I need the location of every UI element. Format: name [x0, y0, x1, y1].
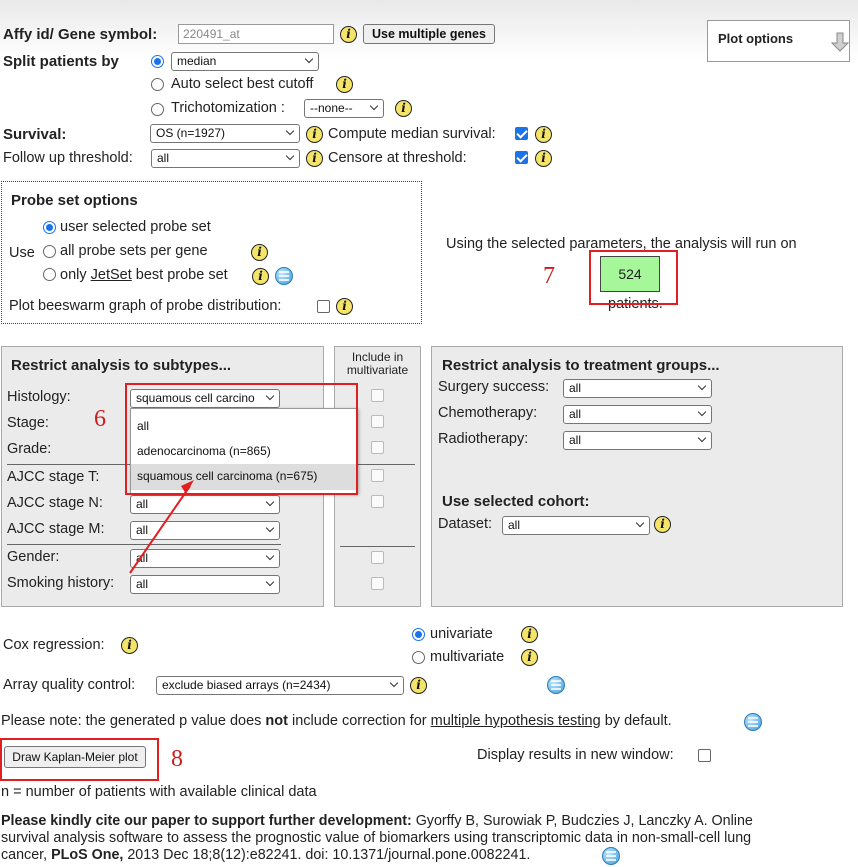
chevron-down-icon [266, 578, 274, 586]
citation-line1: Gyorffy B, Surowiak P, Budczies J, Lanczky A. Online [411, 813, 753, 829]
user-selected-radio[interactable] [43, 221, 56, 234]
citation-journal: PLoS One, [51, 847, 124, 863]
multiple-testing-link[interactable]: multiple hypothesis testing [430, 713, 601, 729]
all-probes-radio[interactable] [43, 245, 56, 258]
univariate-radio[interactable] [412, 628, 425, 641]
chemo-select[interactable] [563, 405, 712, 424]
subtypes-title: Restrict analysis to subtypes... [11, 357, 232, 374]
multivariate-header-line2: multivariate [346, 363, 409, 377]
split-median-radio[interactable] [151, 55, 164, 68]
beeswarm-label: Plot beeswarm graph of probe distribution: [9, 298, 282, 314]
univariate-label: univariate [430, 626, 493, 642]
chevron-down-icon [266, 524, 274, 532]
radiotherapy-value: all [569, 433, 582, 447]
compute-median-label: Compute median survival: [328, 126, 496, 142]
annotation-8: 8 [171, 746, 183, 772]
arrow-down-icon [829, 31, 851, 53]
followup-value: all [157, 151, 170, 165]
chevron-down-icon [305, 55, 313, 63]
info-icon[interactable]: i [336, 76, 353, 93]
plot-options-label: Plot options [718, 31, 794, 46]
radio-label: Radiotherapy: [438, 431, 529, 447]
include-histology-checkbox[interactable] [371, 389, 384, 402]
annotation-6: 6 [94, 406, 106, 432]
median-select-value: median [177, 54, 217, 68]
trichotomization-select[interactable] [304, 99, 384, 118]
followup-select[interactable] [151, 149, 300, 168]
dataset-select[interactable] [502, 516, 650, 535]
citation-line3-post: 2013 Dec 18;8(12):e82241. doi: 10.1371/journal.pone.0082241. [123, 847, 531, 863]
followup-label: Follow up threshold: [3, 150, 133, 166]
draw-km-plot-button[interactable]: Draw Kaplan-Meier plot [4, 746, 146, 768]
cox-label: Cox regression: [3, 637, 105, 653]
chevron-down-icon [698, 382, 706, 390]
include-gender-checkbox[interactable] [371, 551, 384, 564]
only-text: only [60, 267, 87, 283]
include-grade-checkbox[interactable] [371, 441, 384, 454]
censore-label: Censore at threshold: [328, 150, 467, 166]
citation-bold: Please kindly cite our paper to support further development: [1, 813, 412, 829]
citation-line2: survival analysis software to assess the prognostic value of biomarkers using transcriptomic data in non-small-cell lung [1, 830, 752, 846]
globe-icon[interactable] [602, 847, 620, 865]
smoking-label: Smoking history: [7, 575, 115, 591]
split-label: Split patients by [3, 53, 119, 70]
stage-label: Stage: [7, 415, 49, 431]
survival-select[interactable] [150, 124, 300, 143]
trichotomization-label: Trichotomization : [171, 100, 285, 116]
ajcc-t-label: AJCC stage T: [7, 469, 100, 485]
quality-label: Array quality control: [3, 677, 136, 693]
multivariate-radio[interactable] [412, 651, 425, 664]
radiotherapy-select[interactable] [563, 431, 712, 450]
note-bold: not [265, 713, 288, 729]
info-icon[interactable]: i [535, 126, 552, 143]
chevron-down-icon [636, 519, 644, 527]
citation [1, 813, 857, 864]
new-window-label: Display results in new window: [477, 747, 674, 763]
highlight-box-7 [589, 250, 678, 305]
info-icon[interactable]: i [251, 244, 268, 261]
include-stage-checkbox[interactable] [371, 415, 384, 428]
all-probes-label: all probe sets per gene [60, 243, 208, 259]
p-value-note [1, 713, 672, 729]
globe-icon[interactable] [547, 676, 565, 694]
ajcc-n-label: AJCC stage N: [7, 495, 103, 511]
run-info-text: Using the selected parameters, the analysis will run on [446, 236, 797, 252]
info-icon[interactable]: i [340, 26, 357, 43]
info-icon[interactable]: i [252, 268, 269, 285]
dropdown-option-squamous[interactable]: squamous cell carcinoma (n=675) [137, 469, 318, 483]
ajcc-n-value: all [136, 497, 149, 511]
survival-value: OS (n=1927) [156, 126, 226, 140]
dataset-label: Dataset: [438, 516, 492, 532]
jetset-radio[interactable] [43, 268, 56, 281]
note-pre: Please note: the generated p value does [1, 713, 266, 729]
ajcc-m-value: all [136, 523, 149, 537]
patient-count-box: 524 [600, 256, 660, 292]
censore-checkbox[interactable] [515, 151, 528, 164]
auto-cutoff-radio[interactable] [151, 78, 164, 91]
multivariate-label: multivariate [430, 649, 505, 665]
grade-label: Grade: [7, 441, 52, 457]
info-icon[interactable]: i [336, 298, 353, 315]
use-multiple-genes-button[interactable]: Use multiple genes [363, 24, 495, 44]
chevron-down-icon [698, 408, 706, 416]
globe-icon[interactable] [744, 713, 762, 731]
multivariate-header [334, 351, 421, 377]
quality-value: exclude biased arrays (n=2434) [162, 678, 331, 692]
chevron-down-icon [266, 498, 274, 506]
globe-icon[interactable] [275, 267, 293, 285]
n-note: n = number of patients with available clinical data [1, 784, 317, 800]
treatment-title: Restrict analysis to treatment groups... [442, 357, 720, 374]
info-icon[interactable]: i [654, 516, 671, 533]
compute-median-checkbox[interactable] [515, 127, 528, 140]
quality-select[interactable] [156, 676, 404, 695]
jetset-label [60, 267, 228, 283]
divider [340, 546, 415, 547]
new-window-checkbox[interactable] [698, 749, 711, 762]
note-post: by default. [600, 713, 672, 729]
citation-line3-pre: cancer, [1, 847, 52, 863]
dropdown-option-adenocarcinoma[interactable]: adenocarcinoma (n=865) [137, 444, 271, 458]
chevron-down-icon [390, 679, 398, 687]
chemo-label: Chemotherapy: [438, 405, 538, 421]
histology-label: Histology: [7, 389, 71, 405]
chevron-down-icon [698, 434, 706, 442]
chemo-value: all [569, 407, 582, 421]
histology-value: squamous cell carcino [136, 391, 255, 405]
surgery-label: Surgery success: [438, 379, 550, 395]
auto-cutoff-label: Auto select best cutoff [171, 76, 314, 92]
info-icon[interactable]: i [395, 100, 412, 117]
include-smoking-checkbox[interactable] [371, 577, 384, 590]
trichotomization-value: --none-- [310, 101, 353, 115]
smoking-value: all [136, 577, 149, 591]
plot-options-panel[interactable] [707, 20, 850, 62]
annotation-7: 7 [543, 263, 555, 289]
info-icon[interactable]: i [410, 677, 427, 694]
note-mid: include correction for [287, 713, 431, 729]
gender-label: Gender: [7, 549, 60, 565]
cohort-title: Use selected cohort: [442, 493, 590, 510]
include-ajcc-t-checkbox[interactable] [371, 469, 384, 482]
survival-label: Survival: [3, 126, 67, 143]
info-icon[interactable]: i [535, 150, 552, 167]
probe-set-title: Probe set options [11, 192, 138, 209]
info-icon[interactable]: i [121, 637, 138, 654]
beeswarm-checkbox[interactable] [317, 300, 330, 313]
surgery-select[interactable] [563, 379, 712, 398]
dropdown-option-all[interactable]: all [137, 419, 150, 433]
median-select[interactable] [171, 52, 319, 71]
multivariate-header-line1: Include in [351, 350, 404, 364]
red-arrow-icon [120, 478, 200, 578]
jetset-link[interactable]: JetSet [90, 267, 132, 283]
patients-suffix: patients. [608, 296, 663, 312]
gender-value: all [136, 551, 149, 565]
chevron-down-icon [370, 102, 378, 110]
user-selected-label: user selected probe set [60, 219, 211, 235]
include-ajcc-n-checkbox[interactable] [371, 495, 384, 508]
info-icon[interactable]: i [306, 150, 323, 167]
affy-label: Affy id/ Gene symbol: [3, 26, 158, 43]
best-probe-text: best probe set [135, 267, 228, 283]
info-icon[interactable]: i [521, 649, 538, 666]
trichotomization-radio[interactable] [151, 103, 164, 116]
info-icon[interactable]: i [306, 126, 323, 143]
surgery-value: all [569, 381, 582, 395]
chevron-down-icon [286, 127, 294, 135]
use-label: Use [9, 245, 35, 261]
chevron-down-icon [286, 152, 294, 160]
chevron-down-icon [266, 552, 274, 560]
highlight-box-8 [0, 738, 159, 781]
dataset-value: all [508, 518, 521, 532]
info-icon[interactable]: i [521, 626, 538, 643]
ajcc-m-label: AJCC stage M: [7, 521, 105, 537]
gene-input[interactable]: 220491_at [178, 24, 334, 44]
